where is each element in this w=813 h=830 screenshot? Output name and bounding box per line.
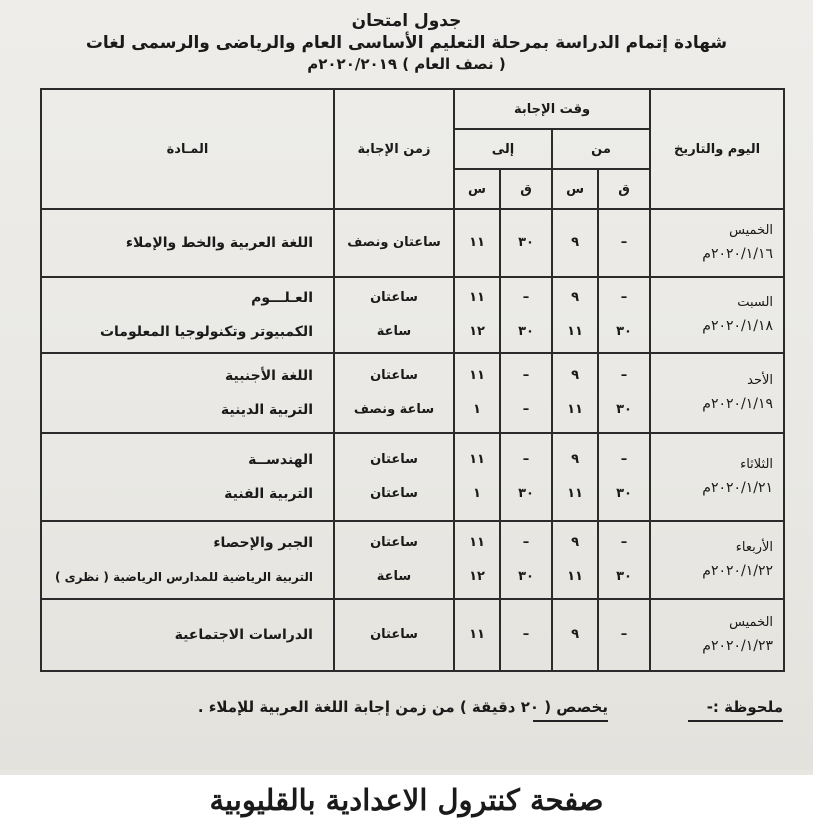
to-hour-value: ١١ xyxy=(469,290,485,305)
exam-date: ٢٠٢٠/١/٢٢م xyxy=(702,563,774,579)
from-hour-value: ١١ xyxy=(567,402,583,417)
subject-cell xyxy=(41,353,334,433)
duration-cell xyxy=(334,353,454,433)
to-minute-value: ٣٠ xyxy=(518,324,534,339)
exam-date: ٢٠٢٠/١/١٨م xyxy=(702,318,774,334)
day-name: الخميس xyxy=(729,223,774,238)
subject-cell xyxy=(41,277,334,353)
subject-value: التربية الفنية xyxy=(224,486,313,502)
header-subject: المـادة xyxy=(41,89,334,209)
from-minute-value: – xyxy=(620,452,628,467)
subject-cell xyxy=(41,433,334,521)
duration-cell xyxy=(334,433,454,521)
duration-value: ساعة ونصف xyxy=(353,402,435,417)
from-hour-value: ٩ xyxy=(571,368,580,383)
from-minute-cell xyxy=(598,433,650,521)
to-hour-value: ١٢ xyxy=(469,569,485,584)
from-hour-cell xyxy=(552,277,598,353)
to-hour-value: ١ xyxy=(473,486,481,501)
table-row xyxy=(41,277,784,353)
duration-value: ساعتان ونصف xyxy=(347,235,441,250)
exam-schedule-table xyxy=(40,88,785,672)
from-hour-value: ١١ xyxy=(567,324,583,339)
subject-value: العـلـــوم xyxy=(251,290,313,306)
subject-value: اللغة العربية والخط والإملاء xyxy=(125,235,313,251)
document-header xyxy=(0,10,813,74)
day-name: السبت xyxy=(737,295,774,310)
header-to: إلى xyxy=(454,129,552,169)
to-minute-cell xyxy=(500,277,552,353)
from-minute-cell xyxy=(598,209,650,277)
to-minute-cell xyxy=(500,521,552,599)
note-label: ملحوظة :- xyxy=(706,698,783,716)
to-hour-cell xyxy=(454,433,500,521)
header-to-hour: س xyxy=(454,169,500,209)
note-text-underline xyxy=(533,720,608,722)
subject-value: الكمبيوتر وتكنولوجيا المعلومات xyxy=(99,324,313,340)
from-hour-cell xyxy=(552,521,598,599)
header-from-hour: س xyxy=(552,169,598,209)
to-hour-cell xyxy=(454,277,500,353)
day-date-cell xyxy=(650,521,784,599)
to-minute-value: ٣٠ xyxy=(518,486,534,501)
duration-value: ساعة xyxy=(376,324,412,339)
to-minute-value: ٣٠ xyxy=(518,235,534,250)
to-minute-value: – xyxy=(522,368,530,383)
subject-value: الجبر والإحصاء xyxy=(213,535,313,551)
day-name: الأربعاء xyxy=(735,540,774,555)
day-name: الأحد xyxy=(747,373,774,388)
duration-value: ساعتان xyxy=(370,290,418,305)
subject-value: التربية الرياضية للمدارس الرياضية ( نظرى ) xyxy=(54,570,313,584)
duration-cell xyxy=(334,521,454,599)
note-text: يخصص ( ٢٠ دقيقة ) من زمن إجابة اللغة العربية للإملاء . xyxy=(197,698,608,716)
from-hour-value: ١١ xyxy=(567,486,583,501)
to-hour-value: ١١ xyxy=(469,452,485,467)
to-minute-cell xyxy=(500,433,552,521)
from-minute-cell xyxy=(598,353,650,433)
from-hour-value: ٩ xyxy=(571,452,580,467)
day-name: الخميس xyxy=(729,615,774,630)
header-day-date: اليوم والتاريخ xyxy=(650,89,784,209)
table-row xyxy=(41,209,784,277)
header-subtitle: شهادة إتمام الدراسة بمرحلة التعليم الأساسى العام والرياضى والرسمى لغات xyxy=(85,33,728,53)
note-label-underline xyxy=(688,720,783,722)
from-minute-value: – xyxy=(620,290,628,305)
subject-cell xyxy=(41,599,334,671)
from-minute-value: ٣٠ xyxy=(616,569,632,584)
exam-date: ٢٠٢٠/١/١٦م xyxy=(702,246,774,262)
header-term: ( نصف العام ) ٢٠٢٠/٢٠١٩م xyxy=(307,55,506,73)
schedule-body xyxy=(41,209,784,671)
to-hour-value: ١٢ xyxy=(469,324,485,339)
to-minute-value: – xyxy=(522,290,530,305)
from-hour-cell xyxy=(552,353,598,433)
duration-value: ساعتان xyxy=(370,535,418,550)
to-minute-value: – xyxy=(522,452,530,467)
from-minute-value: – xyxy=(620,535,628,550)
subject-value: الهندســة xyxy=(248,452,313,468)
to-minute-cell xyxy=(500,209,552,277)
from-hour-cell xyxy=(552,599,598,671)
from-minute-value: – xyxy=(620,627,628,642)
to-minute-value: – xyxy=(522,535,530,550)
header-from-min: ق xyxy=(598,169,650,209)
from-hour-cell xyxy=(552,433,598,521)
to-hour-cell xyxy=(454,209,500,277)
day-name: الثلاثاء xyxy=(740,457,774,472)
header-to-min: ق xyxy=(500,169,552,209)
day-date-cell xyxy=(650,599,784,671)
table-row xyxy=(41,433,784,521)
duration-value: ساعتان xyxy=(370,452,418,467)
to-hour-value: ١ xyxy=(473,402,481,417)
duration-cell xyxy=(334,209,454,277)
duration-value: ساعة xyxy=(376,569,412,584)
to-hour-cell xyxy=(454,599,500,671)
to-hour-cell xyxy=(454,353,500,433)
duration-cell xyxy=(334,277,454,353)
from-hour-value: ٩ xyxy=(571,627,580,642)
table-row xyxy=(41,521,784,599)
from-minute-value: ٣٠ xyxy=(616,324,632,339)
from-minute-value: – xyxy=(620,368,628,383)
subject-value: اللغة الأجنبية xyxy=(225,368,313,384)
from-hour-value: ٩ xyxy=(571,535,580,550)
duration-value: ساعتان xyxy=(370,368,418,383)
day-date-cell xyxy=(650,209,784,277)
to-hour-value: ١١ xyxy=(469,535,485,550)
exam-date: ٢٠٢٠/١/١٩م xyxy=(702,396,774,412)
header-answer-time: وقت الإجابة xyxy=(454,89,650,129)
to-hour-cell xyxy=(454,521,500,599)
exam-date: ٢٠٢٠/١/٢١م xyxy=(702,480,774,496)
header-from: من xyxy=(552,129,650,169)
table-row xyxy=(41,599,784,671)
to-minute-cell xyxy=(500,353,552,433)
subject-cell xyxy=(41,209,334,277)
to-minute-value: ٣٠ xyxy=(518,569,534,584)
from-hour-value: ٩ xyxy=(571,290,580,305)
header-duration: زمن الإجابة xyxy=(334,89,454,209)
to-hour-value: ١١ xyxy=(469,235,485,250)
note xyxy=(40,694,783,724)
to-minute-value: – xyxy=(522,402,530,417)
to-hour-value: ١١ xyxy=(469,368,485,383)
from-hour-cell xyxy=(552,209,598,277)
to-hour-value: ١١ xyxy=(469,627,485,642)
table-row xyxy=(41,353,784,433)
to-minute-cell xyxy=(500,599,552,671)
from-minute-value: – xyxy=(620,235,628,250)
duration-value: ساعتان xyxy=(370,486,418,501)
subject-value: التربية الدينية xyxy=(220,402,313,418)
duration-cell xyxy=(334,599,454,671)
duration-value: ساعتان xyxy=(370,627,418,642)
day-date-cell xyxy=(650,277,784,353)
to-minute-value: – xyxy=(522,627,530,642)
from-minute-cell xyxy=(598,521,650,599)
day-date-cell xyxy=(650,353,784,433)
day-date-cell xyxy=(650,433,784,521)
exam-date: ٢٠٢٠/١/٢٣م xyxy=(702,638,774,654)
subject-cell xyxy=(41,521,334,599)
from-hour-value: ٩ xyxy=(571,235,580,250)
from-hour-value: ١١ xyxy=(567,569,583,584)
from-minute-cell xyxy=(598,599,650,671)
footer-caption: صفحة كنترول الاعدادية بالقليوبية xyxy=(0,775,813,830)
from-minute-cell xyxy=(598,277,650,353)
subject-value: الدراسات الاجتماعية xyxy=(174,627,313,643)
from-minute-value: ٣٠ xyxy=(616,402,632,417)
from-minute-value: ٣٠ xyxy=(616,486,632,501)
header-title: جدول امتحان xyxy=(351,11,462,31)
